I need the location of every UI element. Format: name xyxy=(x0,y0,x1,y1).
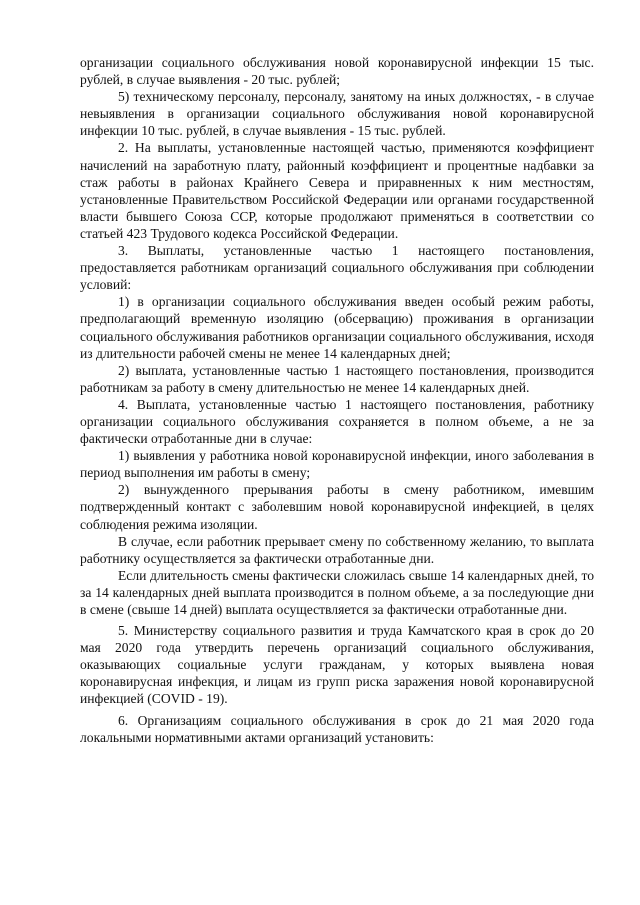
paragraph-section-3: 3. Выплаты, установленные частью 1 настоящего постановления, предоставляется работникам организаций социального обслуживания при соблюдении условий: xyxy=(80,243,594,293)
paragraph-shift-duration: Если длительность смены фактически сложилась свыше 14 календарных дней, то за 14 календарных дней выплата производится в полном объеме, а за последующие дни в смене (свыше 14 дней) выплата осуществляется за фактически отработанные дни. xyxy=(80,567,594,617)
paragraph-voluntary-interruption: В случае, если работник прерывает смену по собственному желанию, то выплата работнику осуществляется за фактически отработанные дни. xyxy=(80,533,594,566)
paragraph-section-3-item-1: 1) в организации социального обслуживания введен особый режим работы, предполагающий временную изоляцию (обсервацию) проживания в организации социального обслуживания работников организации социального обслуживания, исходя из длительности рабочей смены не менее 14 календарных дней; xyxy=(80,294,594,361)
document-page xyxy=(80,54,594,746)
paragraph-item-5-technical-staff: 5) техническому персоналу, персоналу, занятому на иных должностях, - в случае невыявления в организации социального обслуживания новой коронавирусной инфекции 10 тыс. рублей, в случае выявления - 15 тыс. рублей. xyxy=(80,89,594,139)
paragraph-section-6: 6. Организациям социального обслуживания в срок до 21 мая 2020 года локальными нормативными актами организаций установить: xyxy=(80,712,594,745)
paragraph-continuation: организации социального обслуживания новой коронавирусной инфекции 15 тыс. рублей, в случае выявления - 20 тыс. рублей; xyxy=(80,55,594,88)
paragraph-section-4-item-2: 2) вынужденного прерывания работы в смену работником, имевшим подтвержденный контакт с заболевшим новой коронавирусной инфекцией, в целях соблюдения режима изоляции. xyxy=(80,482,594,532)
paragraph-section-3-item-2: 2) выплата, установленные частью 1 настоящего постановления, производится работникам за работу в смену длительностью не менее 14 календарных дней. xyxy=(80,362,594,395)
paragraph-section-4-item-1: 1) выявления у работника новой коронавирусной инфекции, иного заболевания в период выполнения им работы в смену; xyxy=(80,448,594,481)
paragraph-section-5: 5. Министерству социального развития и труда Камчатского края в срок до 20 мая 2020 года утвердить перечень организаций социального обслуживания, оказывающих социальные услуги гражданам, у которых выявлена новая коронавирусная инфекция, и лицам из групп риска заражения новой коронавирусной инфекцией (COVID - 19). xyxy=(80,623,594,707)
paragraph-section-4: 4. Выплата, установленные частью 1 настоящего постановления, работнику организации социального обслуживания сохраняется в полном объеме, а не за фактически отработанные дни в случае: xyxy=(80,396,594,447)
paragraph-section-2: 2. На выплаты, установленные настоящей частью, применяются коэффициент начислений на заработную плату, районный коэффициент и процентные надбавки за стаж работы в районах Крайнего Севера и приравненных к ним местностям, установленные Правительством Российской Федерации или органами государственной власти бывшего Союза ССР, которые продолжают применяться в соответствии со статьей 423 Трудового кодекса Российской Федерации. xyxy=(80,140,594,241)
